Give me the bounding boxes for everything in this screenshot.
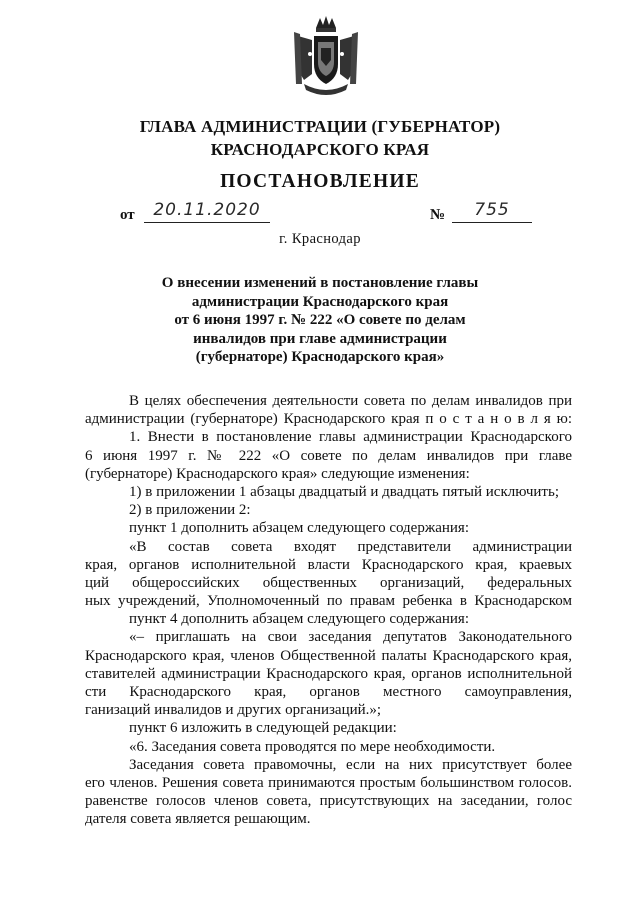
issuer-line-2: КРАСНОДАРСКОГО КРАЯ (210, 140, 430, 159)
body-line: ций общероссийских общественных организаций, федеральных (85, 574, 572, 591)
body-line: «В состав совета входят представители администрации (129, 538, 572, 555)
body-line: Заседания совета правомочны, если на них присутствует более (129, 756, 572, 773)
coat-of-arms-icon (290, 14, 362, 98)
body-line: пункт 1 дополнить абзацем следующего содержания: (129, 520, 469, 537)
body-line: «6. Заседания совета проводятся по мере необходимости. (129, 738, 496, 755)
body-line: 6 июня 1997 г. № 222 «О совете по делам инвалидов при главе (85, 447, 572, 464)
body-line: администрации (губернаторе) Краснодарского края п о с т а н о в л я ю: (85, 411, 572, 428)
body-line: сти Краснодарского края, органов местного самоуправления, (85, 684, 572, 700)
number-label: № (430, 207, 446, 223)
body-line: (губернаторе) Краснодарского края» следующие изменения: (85, 465, 470, 482)
date-value: 20.11.2020 (144, 200, 270, 223)
date-label: от (120, 207, 135, 223)
title-line: администрации Краснодарского края (191, 293, 449, 310)
body-line: равенстве голосов членов совета, присутствующих на заседании, голос (85, 793, 572, 810)
title-line: (губернаторе) Краснодарского края» (195, 349, 445, 365)
document-body (85, 392, 572, 829)
body-line: ставителей администрации Краснодарского края, органов исполнительной (85, 665, 572, 682)
issuer-line-1: ГЛАВА АДМИНИСТРАЦИИ (ГУБЕРНАТОР) (139, 117, 501, 136)
body-line: пункт 6 изложить в следующей редакции: (129, 720, 397, 737)
number-value: 755 (452, 200, 532, 223)
document-type: ПОСТАНОВЛЕНИЕ (220, 171, 420, 192)
body-line: его членов. Решения совета принимаются простым большинством голосов. (85, 774, 572, 791)
body-line: 1) в приложении 1 абзацы двадцатый и двадцать пятый исключить; (129, 483, 559, 500)
title-line: О внесении изменений в постановление главы (161, 275, 479, 291)
body-line: пункт 4 дополнить абзацем следующего содержания: (129, 611, 469, 628)
body-line: ганизаций инвалидов и других организаций.»; (85, 702, 382, 719)
title-line: инвалидов при главе администрации (193, 330, 447, 347)
body-line: 1. Внести в постановление главы администрации Краснодарского (129, 429, 572, 446)
city: г. Краснодар (279, 231, 361, 247)
body-line: 2) в приложении 2: (129, 502, 251, 519)
body-line: «– приглашать на свои заседания депутатов Законодательного (129, 629, 572, 646)
body-line: дателя совета является решающим. (85, 811, 311, 828)
body-line: края, органов исполнительной власти Краснодарского края, краевых (85, 556, 572, 573)
document-title (130, 274, 510, 367)
body-line: Краснодарского края, членов Общественной палаты Краснодарского края, (85, 647, 572, 664)
body-line: В целях обеспечения деятельности совета по делам инвалидов при (129, 393, 572, 409)
date-number-line (0, 200, 640, 228)
body-line: ных учреждений, Уполномоченный по правам ребенка в Краснодарском (85, 593, 572, 610)
title-line: от 6 июня 1997 г. № 222 «О совете по делам (174, 312, 466, 328)
